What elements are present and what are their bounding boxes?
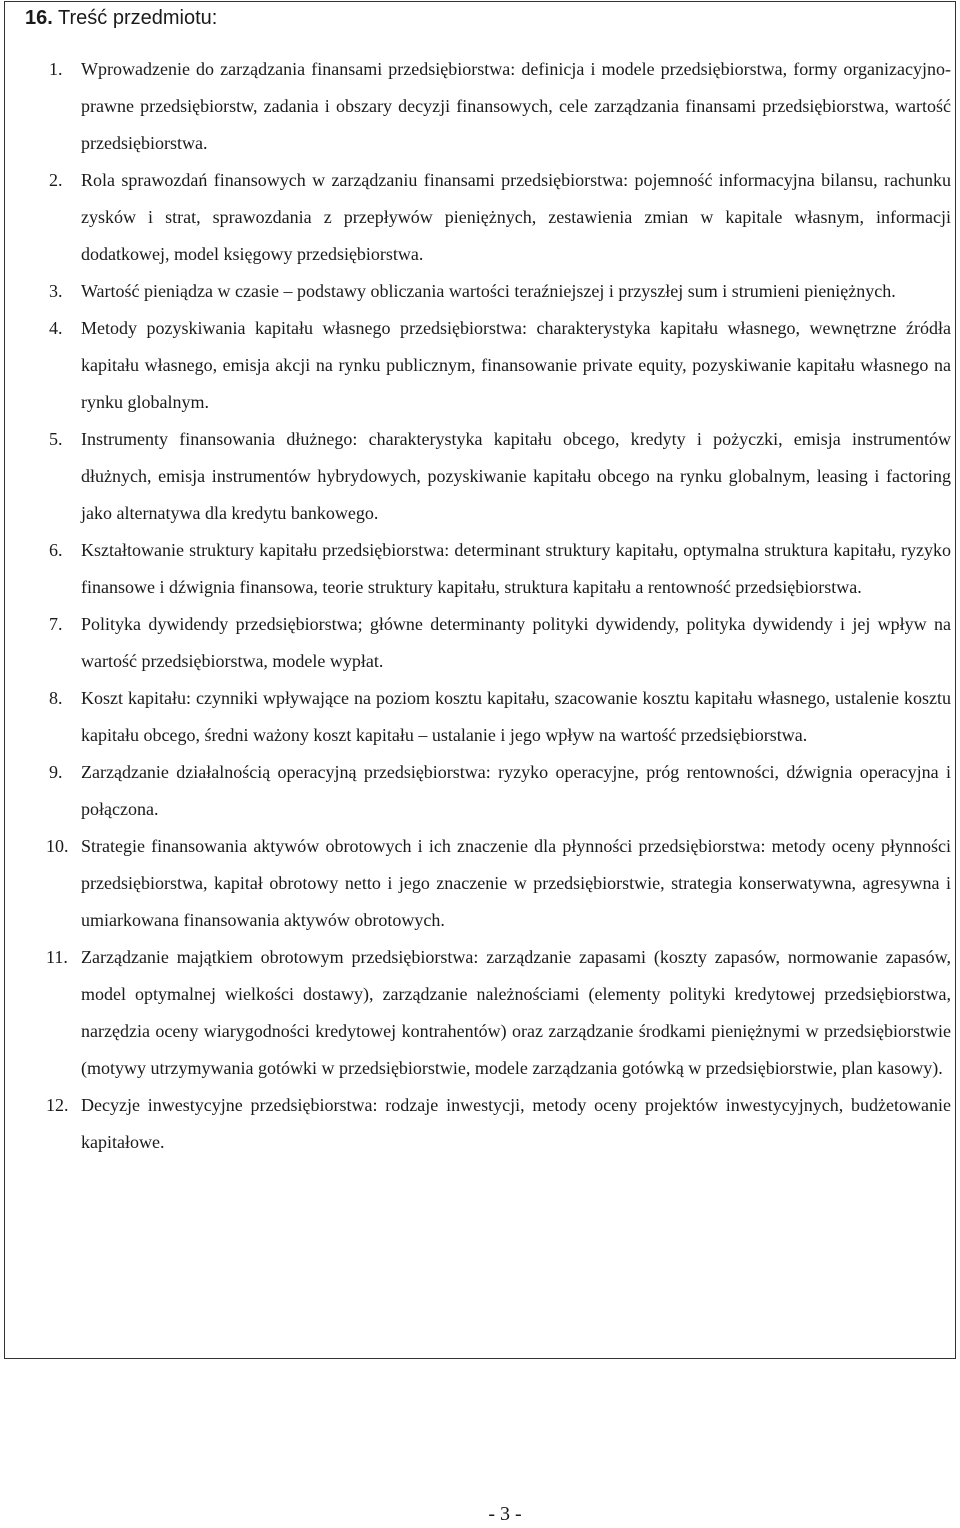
item-text: Zarządzanie majątkiem obrotowym przedsiębiorstwa: zarządzanie zapasami (koszty zapasów, normowanie zapasów, model optymalnej wielkości dostawy), zarządzanie należnościami (elementy polityki kredytowej przedsiębiorstwa, narzędzia oceny wiarygodności kredytowej kontrahentów) oraz zarządzanie środkami pieniężnymi w przedsiębiorstwie (motywy utrzymywania gotówki w przedsiębiorstwie, modele zarządzania gotówką w przedsiębiorstwie, plan kasowy). (81, 947, 951, 1078)
item-number: 1. (49, 59, 63, 79)
section-number: 16. (25, 7, 53, 29)
item-number: 3. (49, 281, 63, 301)
item-text: Metody pozyskiwania kapitału własnego przedsiębiorstwa: charakterystyka kapitału własnego, wewnętrzne źródła kapitału własnego, emisja akcji na rynku publicznym, finansowanie private equity, pozyskiwanie kapitału własnego na rynku globalnym. (81, 318, 951, 412)
item-number: 5. (49, 429, 63, 449)
item-number: 4. (49, 318, 63, 338)
page-number: - 3 - (488, 1503, 522, 1525)
item-number: 2. (49, 170, 63, 190)
item-text: Polityka dywidendy przedsiębiorstwa; główne determinanty polityki dywidendy, polityka dywidendy i jej wpływ na wartość przedsiębiorstwa, modele wypłat. (81, 614, 951, 671)
item-number: 12. (46, 1095, 69, 1115)
item-text: Decyzje inwestycyjne przedsiębiorstwa: rodzaje inwestycji, metody oceny projektów inwestycyjnych, budżetowanie kapitałowe. (81, 1095, 951, 1152)
list-item (0, 939, 951, 1087)
item-number: 11. (46, 947, 68, 967)
list-item (0, 1087, 951, 1161)
list-item (0, 310, 951, 421)
list-item (0, 532, 951, 606)
item-text: Kształtowanie struktury kapitału przedsiębiorstwa: determinant struktury kapitału, optymalna struktura kapitału, ryzyko finansowe i dźwignia finansowa, teorie struktury kapitału, struktura kapitału a rentowność przedsiębiorstwa. (81, 540, 951, 597)
item-text: Instrumenty finansowania dłużnego: charakterystyka kapitału obcego, kredyty i pożyczki, emisja instrumentów dłużnych, emisja instrumentów hybrydowych, pozyskiwanie kapitału obcego na rynku globalnym, leasing i factoring jako alternatywa dla kredytu bankowego. (81, 429, 951, 523)
item-number: 6. (49, 540, 63, 560)
item-text: Zarządzanie działalnością operacyjną przedsiębiorstwa: ryzyko operacyjne, próg rentowności, dźwignia operacyjna i połączona. (81, 762, 951, 819)
item-text: Rola sprawozdań finansowych w zarządzaniu finansami przedsiębiorstwa: pojemność informacyjna bilansu, rachunku zysków i strat, sprawozdania z przepływów pieniężnych, zestawienia zmian w kapitale własnym, informacji dodatkowej, model księgowy przedsiębiorstwa. (81, 170, 951, 264)
list-item (0, 51, 951, 162)
item-number: 9. (49, 762, 63, 782)
item-text: Wprowadzenie do zarządzania finansami przedsiębiorstwa: definicja i modele przedsiębiorstwa, formy organizacyjno-prawne przedsiębiorstw, zadania i obszary decyzji finansowych, cele zarządzania finansami przedsiębiorstwa, wartość przedsiębiorstwa. (81, 59, 951, 153)
section-title: Treść przedmiotu: (58, 7, 218, 29)
item-text: Wartość pieniądza w czasie – podstawy obliczania wartości teraźniejszej i przyszłej sum i strumieni pieniężnych. (81, 281, 896, 301)
item-number: 8. (49, 688, 63, 708)
item-text: Koszt kapitału: czynniki wpływające na poziom kosztu kapitału, szacowanie kosztu kapitału własnego, ustalenie kosztu kapitału obcego, średni ważony koszt kapitału – ustalanie i jego wpływ na wartość przedsiębiorstwa. (81, 688, 951, 745)
list-item (0, 273, 951, 310)
list-item (0, 828, 951, 939)
list-item (0, 162, 951, 273)
list-item (0, 754, 951, 828)
list-item (0, 606, 951, 680)
section-heading (25, 6, 217, 30)
course-content-list (0, 51, 960, 1161)
item-text: Strategie finansowania aktywów obrotowych i ich znaczenie dla płynności przedsiębiorstwa: metody oceny płynności przedsiębiorstwa, kapitał obrotowy netto i jego znaczenie w przedsiębiorstwie, strategia konserwatywna, agresywna i umiarkowana finansowania aktywów obrotowych. (81, 836, 951, 930)
list-item (0, 421, 951, 532)
item-number: 7. (49, 614, 63, 634)
list-item (0, 680, 951, 754)
item-number: 10. (46, 836, 69, 856)
